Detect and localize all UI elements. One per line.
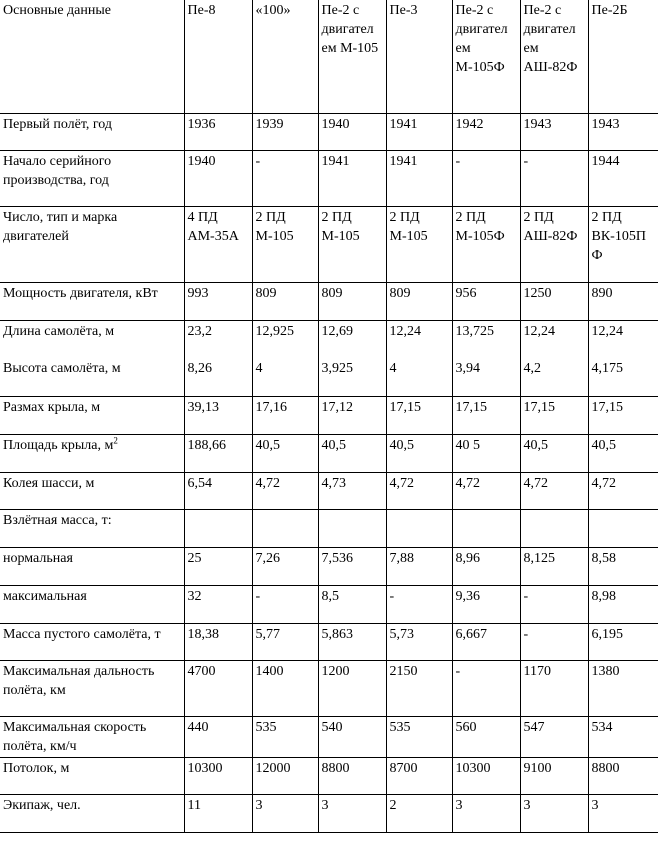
cell-value: 11 <box>187 797 201 813</box>
table-cell <box>386 716 452 757</box>
cell-value: 809 <box>389 285 411 301</box>
cell-value: 8700 <box>389 760 418 776</box>
table-cell <box>318 206 386 282</box>
table-cell <box>452 509 520 547</box>
table-cell <box>252 716 318 757</box>
table-cell <box>452 320 520 396</box>
row-label <box>0 282 184 320</box>
row-label-text: нормальная <box>3 550 73 566</box>
table-cell <box>252 794 318 832</box>
cell-value: 1400 <box>255 663 284 679</box>
row-label <box>0 472 184 509</box>
cell-value: 1380 <box>591 663 620 679</box>
cell-value: 12,24 <box>591 323 623 339</box>
row-label <box>0 547 184 585</box>
table-cell <box>184 150 252 206</box>
cell-value: 4 <box>389 360 397 376</box>
table-cell <box>252 660 318 716</box>
cell-value: 12,69 <box>321 323 353 339</box>
table-cell <box>252 282 318 320</box>
cell-value: 1936 <box>187 116 216 132</box>
table-cell <box>588 282 658 320</box>
cell-value: 5,73 <box>389 626 414 642</box>
table-cell <box>520 794 588 832</box>
cell-value: 8,125 <box>523 550 555 566</box>
cell-value: 12000 <box>255 760 291 776</box>
cell-value: 1940 <box>321 116 350 132</box>
cell-value: 188,66 <box>187 437 226 453</box>
cell-value: 18,38 <box>187 626 219 642</box>
table-cell <box>252 206 318 282</box>
cell-value: 2150 <box>389 663 418 679</box>
table-cell <box>452 396 520 434</box>
cell-value: - <box>523 588 529 604</box>
table-cell <box>520 396 588 434</box>
table-cell <box>520 206 588 282</box>
cell-value: 4,73 <box>321 475 346 491</box>
cell-value: 4700 <box>187 663 216 679</box>
cell-value: 40 5 <box>455 437 480 453</box>
cell-value: 40,5 <box>389 437 414 453</box>
cell-value: 1170 <box>523 663 551 679</box>
table-cell <box>520 113 588 150</box>
cell-value: 17,15 <box>591 399 623 415</box>
cell-value: 6,195 <box>591 626 623 642</box>
cell-value: 9100 <box>523 760 552 776</box>
cell-value: 17,15 <box>455 399 487 415</box>
table-row <box>0 623 658 660</box>
cell-value: 10300 <box>187 760 223 776</box>
row-label-text: Колея шасси, м <box>3 475 95 491</box>
table-cell <box>452 206 520 282</box>
table-cell <box>318 716 386 757</box>
cell-value: - <box>523 153 529 169</box>
cell-value: 1250 <box>523 285 552 301</box>
table-cell <box>318 113 386 150</box>
cell-value: 12,24 <box>389 323 421 339</box>
table-cell <box>386 547 452 585</box>
cell-value: 3 <box>455 797 463 813</box>
cell-value: 1200 <box>321 663 350 679</box>
table-row <box>0 509 658 547</box>
table-cell <box>520 660 588 716</box>
cell-value: 3 <box>523 797 531 813</box>
table-cell <box>184 282 252 320</box>
table-cell <box>588 585 658 623</box>
cell-value: 956 <box>455 285 477 301</box>
table-cell <box>452 472 520 509</box>
table-row <box>0 757 658 794</box>
cell-value: - <box>255 153 261 169</box>
table-cell <box>252 472 318 509</box>
table-row <box>0 794 658 832</box>
cell-value: 8,26 <box>187 360 212 376</box>
table-cell <box>386 320 452 396</box>
row-label-text: Потолок, м <box>3 760 70 776</box>
table-cell <box>520 509 588 547</box>
table-cell <box>386 396 452 434</box>
cell-value: - <box>455 153 461 169</box>
table-cell <box>386 585 452 623</box>
row-label-text: Высота самолёта, м <box>3 360 121 376</box>
header-cell: Пе-2 с двигател ем М-105Ф <box>452 0 520 113</box>
cell-value: 8,98 <box>591 588 616 604</box>
table-cell <box>452 113 520 150</box>
row-label-text: Взлётная масса, т: <box>3 512 112 528</box>
table-cell <box>184 472 252 509</box>
row-label-text: Начало серийного производства, год <box>3 153 112 188</box>
cell-value: 4,2 <box>523 360 541 376</box>
cell-value: 23,2 <box>187 323 212 339</box>
row-label <box>0 585 184 623</box>
row-label <box>0 206 184 282</box>
cell-value: 7,26 <box>255 550 280 566</box>
table-cell <box>452 794 520 832</box>
row-label-text: Масса пустого самолёта, т <box>3 626 161 642</box>
table-cell <box>318 585 386 623</box>
cell-value: 534 <box>591 719 613 735</box>
table-cell <box>588 150 658 206</box>
row-label-text: Число, тип и марка двигателей <box>3 209 118 244</box>
table-cell <box>184 716 252 757</box>
table-cell <box>588 660 658 716</box>
table-cell <box>184 585 252 623</box>
table-cell <box>252 547 318 585</box>
table-cell <box>386 206 452 282</box>
row-label <box>0 757 184 794</box>
table-cell <box>588 716 658 757</box>
table-cell <box>452 716 520 757</box>
row-label-text: Экипаж, чел. <box>3 797 81 813</box>
table-cell <box>588 206 658 282</box>
table-cell <box>184 794 252 832</box>
cell-value: 560 <box>455 719 477 735</box>
cell-value: 7,88 <box>389 550 414 566</box>
table-cell <box>386 757 452 794</box>
table-row <box>0 206 658 282</box>
cell-value: 4,72 <box>255 475 280 491</box>
table-cell <box>520 434 588 472</box>
table-row <box>0 320 658 396</box>
row-label <box>0 716 184 757</box>
table-cell <box>252 434 318 472</box>
table-row <box>0 472 658 509</box>
cell-value: 4,72 <box>523 475 548 491</box>
table-cell <box>386 282 452 320</box>
table-cell <box>318 150 386 206</box>
row-label <box>0 320 184 396</box>
cell-value: 2 <box>389 797 397 813</box>
cell-value: 7,536 <box>321 550 353 566</box>
table-cell <box>386 623 452 660</box>
table-cell <box>184 547 252 585</box>
cell-value: 809 <box>255 285 277 301</box>
row-label <box>0 623 184 660</box>
table-cell <box>252 396 318 434</box>
row-label-text: Размах крыла, м <box>3 399 101 415</box>
cell-value: 2 ПД АШ-82Ф <box>523 209 578 244</box>
table-cell <box>184 113 252 150</box>
row-label-text: Максимальная дальность полёта, км <box>3 663 155 698</box>
table-cell <box>318 757 386 794</box>
table-cell <box>252 150 318 206</box>
cell-value: 2 ПД ВК-105ПФ <box>591 209 646 263</box>
cell-value: 40,5 <box>321 437 346 453</box>
cell-value: 3,94 <box>455 360 480 376</box>
table-cell <box>386 434 452 472</box>
table-cell <box>588 434 658 472</box>
row-label <box>0 150 184 206</box>
row-label-text: Мощность двигателя, кВт <box>3 285 158 301</box>
cell-value: 535 <box>255 719 277 735</box>
row-label <box>0 434 184 472</box>
cell-value: 2 ПД М-105 <box>255 209 294 244</box>
cell-value: 17,16 <box>255 399 287 415</box>
header-cell: Основные данные <box>0 0 184 113</box>
cell-value: 1944 <box>591 153 620 169</box>
table-cell <box>520 472 588 509</box>
cell-value: 547 <box>523 719 545 735</box>
cell-value: 1941 <box>389 153 418 169</box>
table-row <box>0 660 658 716</box>
table-cell <box>252 757 318 794</box>
row-label-text: Длина самолёта, м <box>3 323 115 339</box>
cell-value: - <box>389 588 395 604</box>
table-cell <box>184 434 252 472</box>
cell-value: 17,15 <box>523 399 555 415</box>
table-cell <box>318 434 386 472</box>
cell-value: - <box>523 626 529 642</box>
table-cell <box>452 757 520 794</box>
table-cell <box>386 472 452 509</box>
table-cell <box>318 472 386 509</box>
cell-value: 1943 <box>523 116 552 132</box>
cell-value: 39,13 <box>187 399 219 415</box>
table-cell <box>184 396 252 434</box>
cell-value: 540 <box>321 719 343 735</box>
table-cell <box>318 320 386 396</box>
cell-value: 8800 <box>321 760 350 776</box>
cell-value: 4,72 <box>389 475 414 491</box>
table-cell <box>588 396 658 434</box>
table-cell <box>452 585 520 623</box>
row-label-text: максимальная <box>3 588 87 604</box>
header-cell: Пе-2 с двигател ем АШ-82Ф <box>520 0 588 113</box>
table-cell <box>452 623 520 660</box>
table-cell <box>520 757 588 794</box>
table-cell <box>588 757 658 794</box>
cell-value: 4 ПД АМ-35А <box>187 209 239 244</box>
cell-value: 40,5 <box>255 437 280 453</box>
cell-value: 1941 <box>321 153 350 169</box>
row-label <box>0 660 184 716</box>
cell-value: 9,36 <box>455 588 480 604</box>
row-label-text: Максимальная скорость полёта, км/ч <box>3 719 147 754</box>
cell-value: 809 <box>321 285 343 301</box>
table-cell <box>318 660 386 716</box>
table-cell <box>588 547 658 585</box>
cell-value: 17,15 <box>389 399 421 415</box>
table-cell <box>184 509 252 547</box>
cell-value: 8,5 <box>321 588 339 604</box>
cell-value: 6,667 <box>455 626 487 642</box>
header-cell: Пе-2 с двигател ем М-105 <box>318 0 386 113</box>
table-cell <box>184 320 252 396</box>
cell-value: 4,72 <box>455 475 480 491</box>
cell-value: 535 <box>389 719 411 735</box>
cell-value: 3 <box>255 797 263 813</box>
row-label <box>0 113 184 150</box>
table-cell <box>588 320 658 396</box>
cell-value: 4,72 <box>591 475 616 491</box>
table-cell <box>318 509 386 547</box>
cell-value: 10300 <box>455 760 491 776</box>
table-cell <box>452 547 520 585</box>
cell-value: 993 <box>187 285 209 301</box>
table-row <box>0 150 658 206</box>
cell-value: 1941 <box>389 116 418 132</box>
table-cell <box>184 757 252 794</box>
table-cell <box>520 150 588 206</box>
row-label <box>0 396 184 434</box>
table-cell <box>588 509 658 547</box>
cell-value: 3,925 <box>321 360 353 376</box>
cell-value: 12,24 <box>523 323 555 339</box>
table-cell <box>318 794 386 832</box>
table-row <box>0 547 658 585</box>
table-cell <box>184 623 252 660</box>
table-cell <box>520 623 588 660</box>
table-cell <box>252 509 318 547</box>
table-cell <box>588 113 658 150</box>
cell-value: 32 <box>187 588 202 604</box>
cell-value: 1943 <box>591 116 620 132</box>
cell-value: 440 <box>187 719 209 735</box>
header-cell: «100» <box>252 0 318 113</box>
cell-value: 12,925 <box>255 323 294 339</box>
cell-value: 5,77 <box>255 626 280 642</box>
table-cell <box>520 547 588 585</box>
table-row <box>0 282 658 320</box>
table-cell <box>520 320 588 396</box>
cell-value: 890 <box>591 285 613 301</box>
row-label-text: Площадь крыла, м <box>3 437 114 453</box>
cell-value: - <box>255 588 261 604</box>
table-cell <box>588 472 658 509</box>
cell-value: 40,5 <box>523 437 548 453</box>
table-cell <box>452 282 520 320</box>
cell-value: 4,175 <box>591 360 623 376</box>
table-cell <box>452 150 520 206</box>
row-label <box>0 794 184 832</box>
cell-value: 8,96 <box>455 550 480 566</box>
table-row <box>0 585 658 623</box>
row-label <box>0 509 184 547</box>
cell-value: 6,54 <box>187 475 212 491</box>
cell-value: 40,5 <box>591 437 616 453</box>
table-cell <box>588 794 658 832</box>
cell-value: 1940 <box>187 153 216 169</box>
cell-value: 2 ПД М-105Ф <box>455 209 505 244</box>
row-label-text: Первый полёт, год <box>3 116 113 132</box>
table-cell <box>386 794 452 832</box>
table-cell <box>318 282 386 320</box>
table-cell <box>184 660 252 716</box>
header-cell: Пе-2Б <box>588 0 658 113</box>
cell-value: 2 ПД М-105 <box>389 209 428 244</box>
header-row <box>0 0 658 113</box>
header-cell: Пе-8 <box>184 0 252 113</box>
table-cell <box>318 396 386 434</box>
table-cell <box>318 623 386 660</box>
table-cell <box>520 282 588 320</box>
table-cell <box>252 113 318 150</box>
table-cell <box>386 150 452 206</box>
table-cell <box>520 716 588 757</box>
cell-value: - <box>455 663 461 679</box>
cell-value: 1939 <box>255 116 284 132</box>
table-cell <box>252 320 318 396</box>
unit-superscript: 2 <box>113 434 118 445</box>
cell-value: 13,725 <box>455 323 494 339</box>
table-cell <box>386 509 452 547</box>
table-row <box>0 113 658 150</box>
cell-value: 3 <box>321 797 329 813</box>
cell-value: 4 <box>255 360 263 376</box>
table-cell <box>520 585 588 623</box>
table-cell <box>386 660 452 716</box>
table-cell <box>588 623 658 660</box>
table-cell <box>184 206 252 282</box>
table-cell <box>252 623 318 660</box>
cell-value: 1942 <box>455 116 484 132</box>
table-row <box>0 434 658 472</box>
table-cell <box>318 547 386 585</box>
cell-value: 2 ПД М-105 <box>321 209 360 244</box>
cell-value: 17,12 <box>321 399 353 415</box>
cell-value: 8800 <box>591 760 620 776</box>
table-cell <box>452 434 520 472</box>
table-cell <box>386 113 452 150</box>
table-row <box>0 396 658 434</box>
table-row <box>0 716 658 757</box>
cell-value: 8,58 <box>591 550 616 566</box>
cell-value: 5,863 <box>321 626 353 642</box>
header-cell: Пе-3 <box>386 0 452 113</box>
table-cell <box>252 585 318 623</box>
cell-value: 3 <box>591 797 599 813</box>
table-cell <box>452 660 520 716</box>
cell-value: 25 <box>187 550 202 566</box>
